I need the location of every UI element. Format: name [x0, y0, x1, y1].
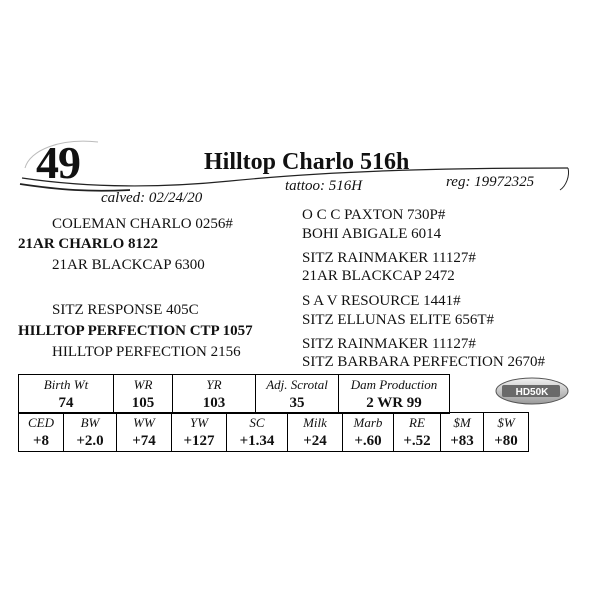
- epd-header: $W: [484, 413, 529, 433]
- calved-date: calved: 02/24/20: [101, 190, 203, 206]
- hd50k-badge-icon: [494, 376, 570, 406]
- performance-value: 35: [256, 394, 339, 414]
- pedigree-dam-dam: HILLTOP PERFECTION 2156: [52, 344, 241, 360]
- epd-value: +83: [441, 432, 484, 452]
- epd-header: WW: [117, 413, 172, 433]
- animal-name: Hilltop Charlo 516h: [204, 149, 410, 175]
- pedigree-right-line: SITZ RAINMAKER 11127#: [302, 336, 476, 352]
- performance-header: WR: [114, 375, 173, 395]
- epd-value: +1.34: [227, 432, 288, 452]
- pedigree-dam-sire: SITZ RESPONSE 405C: [52, 302, 199, 318]
- epd-value: +74: [117, 432, 172, 452]
- pedigree-right-line: BOHI ABIGALE 6014: [302, 226, 442, 242]
- performance-table: [18, 374, 450, 414]
- epd-value: +.60: [343, 432, 394, 452]
- performance-header: Birth Wt: [19, 375, 114, 395]
- epd-value: +127: [172, 432, 227, 452]
- tattoo-id: tattoo: 516H: [285, 178, 363, 194]
- pedigree-sire-dam: 21AR BLACKCAP 6300: [52, 257, 205, 273]
- lot-number: 49: [36, 137, 80, 188]
- epd-header: Milk: [288, 413, 343, 433]
- registration-number: reg: 19972325: [446, 174, 535, 190]
- epd-value: +2.0: [64, 432, 117, 452]
- pedigree-sire: 21AR CHARLO 8122: [18, 236, 159, 252]
- badge-text: HD50K: [515, 387, 549, 398]
- epd-header: BW: [64, 413, 117, 433]
- epd-header: SC: [227, 413, 288, 433]
- epd-value: +80: [484, 432, 529, 452]
- epd-value: +8: [19, 432, 64, 452]
- pedigree-dam: HILLTOP PERFECTION CTP 1057: [18, 323, 253, 339]
- pedigree-right-line: 21AR BLACKCAP 2472: [302, 268, 455, 284]
- epd-header: YW: [172, 413, 227, 433]
- performance-header: Adj. Scrotal: [256, 375, 339, 395]
- performance-header: YR: [173, 375, 256, 395]
- epd-table: [18, 412, 529, 452]
- pedigree-sire-sire: COLEMAN CHARLO 0256#: [52, 216, 233, 232]
- epd-header: $M: [441, 413, 484, 433]
- pedigree-right-line: SITZ BARBARA PERFECTION 2670#: [302, 354, 545, 370]
- pedigree-right-line: O C C PAXTON 730P#: [302, 207, 446, 223]
- performance-value: 74: [19, 394, 114, 414]
- epd-header: Marb: [343, 413, 394, 433]
- epd-value: +.52: [394, 432, 441, 452]
- epd-header: RE: [394, 413, 441, 433]
- performance-value: 103: [173, 394, 256, 414]
- pedigree-right-line: SITZ RAINMAKER 11127#: [302, 250, 476, 266]
- pedigree-right-line: SITZ ELLUNAS ELITE 656T#: [302, 312, 495, 328]
- performance-value: 105: [114, 394, 173, 414]
- epd-value: +24: [288, 432, 343, 452]
- pedigree-right-line: S A V RESOURCE 1441#: [302, 293, 461, 309]
- performance-header: Dam Production: [339, 375, 450, 395]
- performance-value: 2 WR 99: [339, 394, 450, 414]
- epd-header: CED: [19, 413, 64, 433]
